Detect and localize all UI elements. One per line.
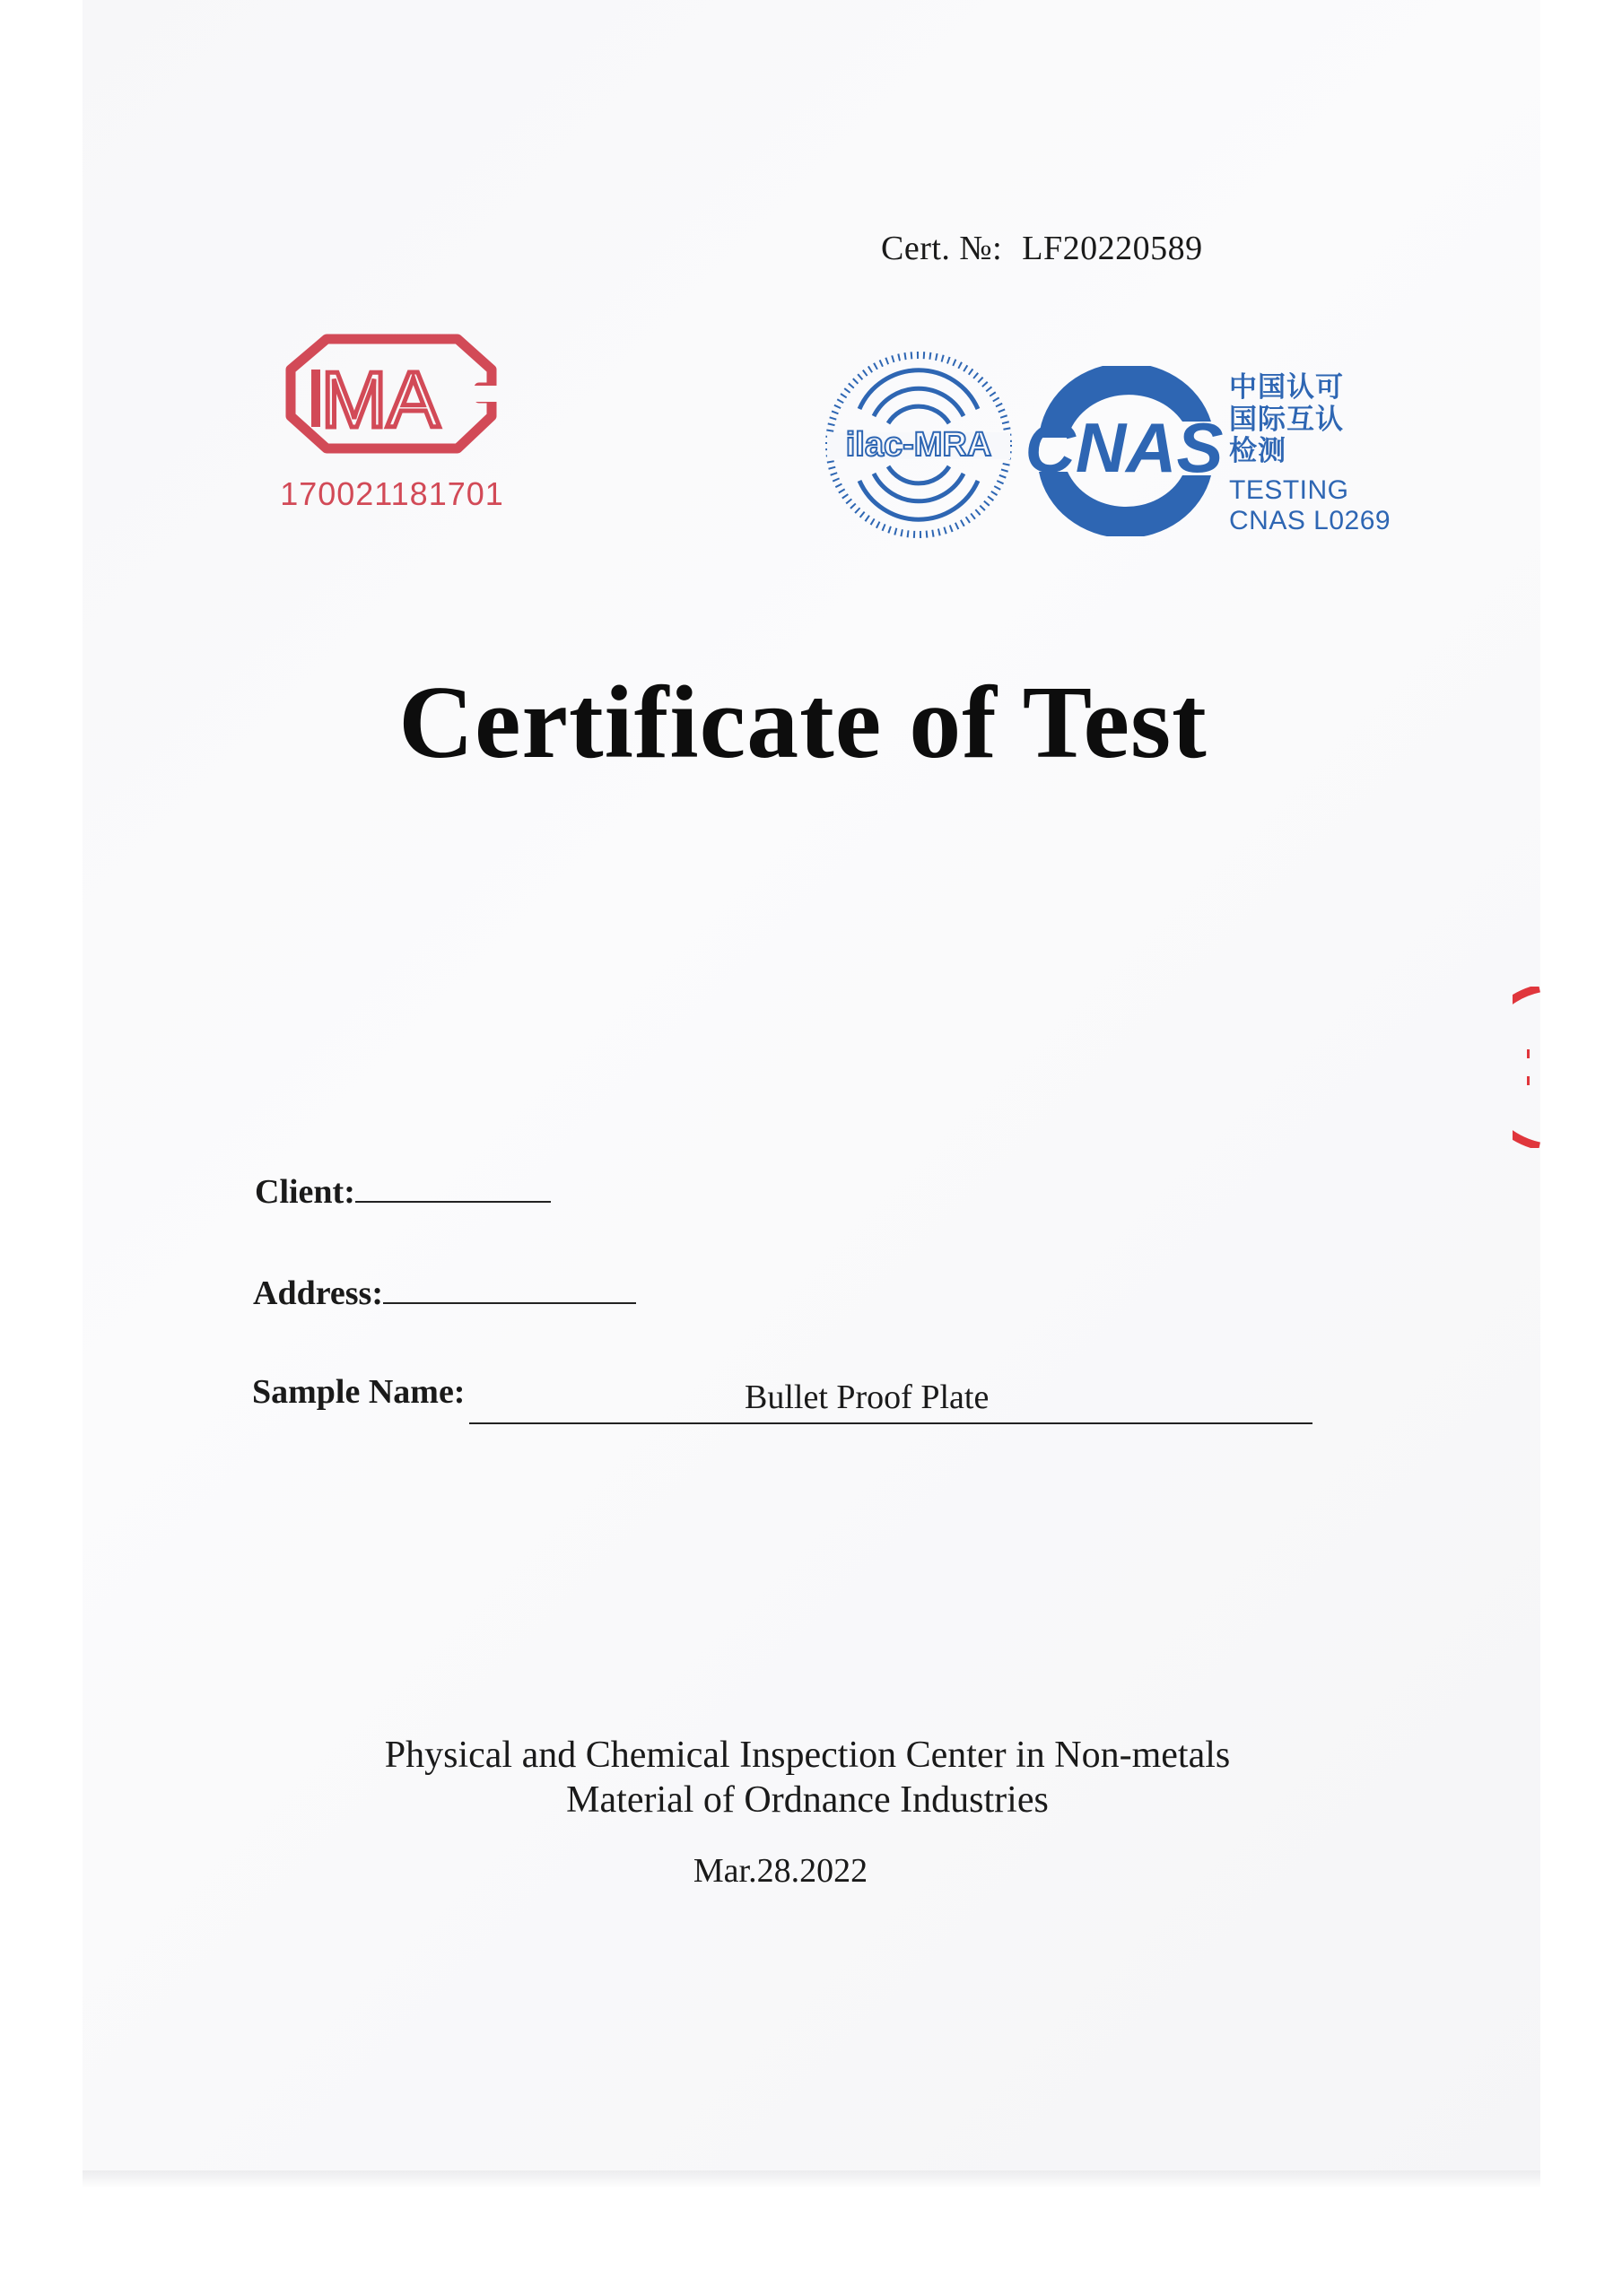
address-blank-line xyxy=(383,1272,636,1304)
red-seal-icon xyxy=(1513,987,1540,1148)
cnas-caption xyxy=(1229,372,1391,537)
cnas-cn-line-1: 中国认可 xyxy=(1229,371,1344,404)
ilac-text: ilac-MRA xyxy=(845,426,992,464)
document-page xyxy=(83,0,1540,2170)
document-title: Certificate of Test xyxy=(398,665,1208,780)
cert-number-value: LF20220589 xyxy=(1022,230,1203,267)
cnas-cn-line-2: 国际互认 xyxy=(1229,403,1344,436)
cnas-en-line-1: TESTING xyxy=(1229,474,1349,505)
sample-name-line xyxy=(469,1422,1312,1424)
client-field xyxy=(255,1170,551,1212)
ilac-mra-logo-icon xyxy=(824,350,1014,540)
cma-number: 170021181701 xyxy=(280,475,504,512)
cma-logo-icon xyxy=(280,334,504,468)
cma-letters: MA xyxy=(321,355,440,444)
client-label: Client: xyxy=(255,1173,355,1211)
sample-name-label: Sample Name: xyxy=(252,1373,466,1411)
issue-date: Mar.28.2022 xyxy=(693,1852,868,1890)
cnas-cn-line-3: 检测 xyxy=(1229,435,1286,468)
page-edge xyxy=(83,2170,1540,2188)
issuer-line-2: Material of Ordnance Industries xyxy=(566,1779,1049,1821)
address-label: Address: xyxy=(253,1274,383,1312)
cert-number-label: Cert. №: xyxy=(881,230,1003,267)
certificate-number xyxy=(881,229,1203,268)
address-field xyxy=(253,1272,636,1313)
sample-name-field xyxy=(252,1372,465,1412)
cma-mark xyxy=(280,334,504,522)
client-blank-line xyxy=(355,1170,551,1203)
cnas-en-line-2: CNAS L0269 xyxy=(1229,506,1391,536)
sample-name-value: Bullet Proof Plate xyxy=(745,1378,990,1416)
cnas-letters: CNAS xyxy=(1025,408,1224,487)
cnas-logo-icon xyxy=(1012,366,1236,536)
issuing-organization xyxy=(0,1733,1615,1822)
issuer-line-1: Physical and Chemical Inspection Center in Non-metals xyxy=(384,1735,1231,1776)
